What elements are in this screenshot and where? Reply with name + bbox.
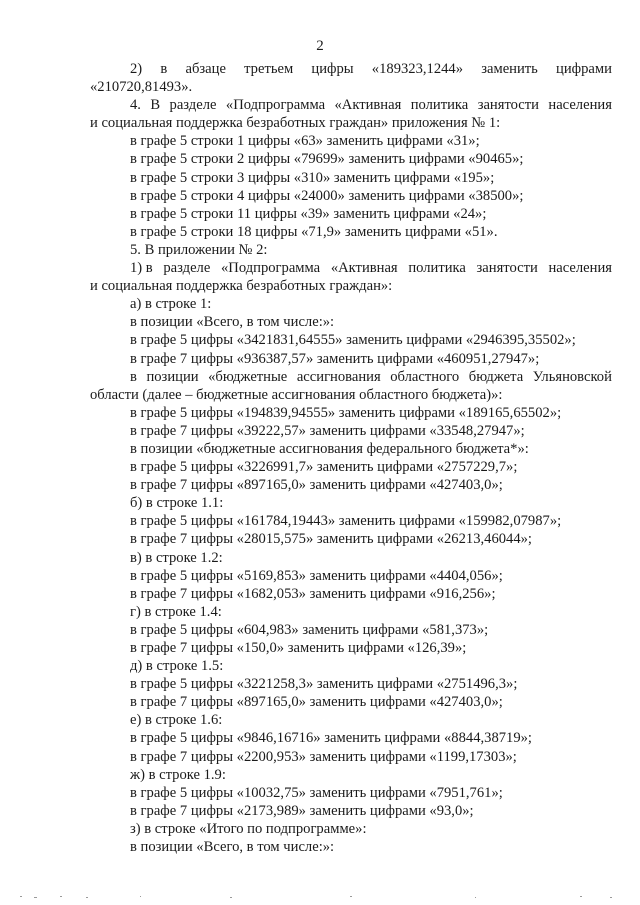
scan-edge-specks xyxy=(20,895,620,899)
position-heading: в позиции «бюджетные ассигнования федерального бюджета*»: xyxy=(130,440,529,457)
list-item: в графе 7 цифры «897165,0» заменить цифрами «427403,0»; xyxy=(130,694,503,711)
item-z-heading: з) в строке «Итого по подпрограмме»: xyxy=(130,820,367,837)
list-item: в графе 5 строки 4 цифры «24000» заменить цифрами «38500»; xyxy=(130,187,524,204)
list-item: в графе 5 цифры «10032,75» заменить цифрами «7951,761»; xyxy=(130,784,503,801)
list-item: в графе 5 цифры «604,983» заменить цифрами «581,373»; xyxy=(130,621,489,638)
list-item: в графе 7 цифры «1682,053» заменить цифрами «916,256»; xyxy=(130,585,496,602)
list-item: в графе 7 цифры «39222,57» заменить цифрами «33548,27947»; xyxy=(130,422,525,439)
list-item: в графе 7 цифры «28015,575» заменить цифрами «26213,46044»; xyxy=(130,531,532,548)
list-item: в графе 5 цифры «161784,19443» заменить цифрами «159982,07987»; xyxy=(130,513,562,530)
list-item: в графе 7 цифры «897165,0» заменить цифрами «427403,0»; xyxy=(130,477,503,494)
list-item: в графе 5 цифры «194839,94555» заменить цифрами «189165,65502»; xyxy=(130,404,562,421)
position-heading-regional: в позиции «бюджетные ассигнования областного бюджета Ульяновской xyxy=(130,368,612,385)
paragraph-4-line: 4. В разделе «Подпрограмма «Активная политика занятости населения xyxy=(130,97,612,114)
item-e-heading: е) в строке 1.6: xyxy=(130,712,223,729)
position-heading: в позиции «Всего, в том числе:»: xyxy=(130,314,335,331)
item-a-heading: а) в строке 1: xyxy=(130,296,212,313)
list-item: в графе 5 цифры «9846,16716» заменить цифрами «8844,38719»; xyxy=(130,730,532,747)
item-v-heading: в) в строке 1.2: xyxy=(130,549,223,566)
item-d-heading: д) в строке 1.5: xyxy=(130,658,224,675)
paragraph-5-heading: 5. В приложении № 2: xyxy=(130,241,268,258)
position-heading-continuation: области (далее – бюджетные ассигнования областного бюджета)»: xyxy=(90,386,503,403)
page-number: 2 xyxy=(316,38,324,54)
list-item: в графе 7 цифры «2200,953» заменить цифрами «1199,17303»; xyxy=(130,748,517,765)
position-heading: в позиции «Всего, в том числе:»: xyxy=(130,839,335,856)
item-b-heading: б) в строке 1.1: xyxy=(130,495,224,512)
list-item: в графе 5 строки 11 цифры «39» заменить цифрами «24»; xyxy=(130,205,487,222)
list-item: в графе 5 строки 2 цифры «79699» заменить цифрами «90465»; xyxy=(130,151,524,168)
list-item: в графе 5 строки 1 цифры «63» заменить цифрами «31»; xyxy=(130,133,480,150)
item-zh-heading: ж) в строке 1.9: xyxy=(130,766,226,783)
list-item: в графе 7 цифры «936387,57» заменить цифрами «460951,27947»; xyxy=(130,350,540,367)
list-item: в графе 5 цифры «5169,853» заменить цифрами «4404,056»; xyxy=(130,567,503,584)
subparagraph-1-continuation: и социальная поддержка безработных граждан»: xyxy=(90,278,393,295)
item-g-heading: г) в строке 1.4: xyxy=(130,603,222,620)
subparagraph-1-line: 1) в разделе «Подпрограмма «Активная политика занятости населения xyxy=(130,260,612,277)
list-item: в графе 5 цифры «3226991,7» заменить цифрами «2757229,7»; xyxy=(130,459,518,476)
list-item: в графе 5 цифры «3421831,64555» заменить цифрами «2946395,35502»; xyxy=(130,332,576,349)
list-item: в графе 7 цифры «2173,989» заменить цифрами «93,0»; xyxy=(130,802,474,819)
list-item: в графе 5 строки 18 цифры «71,9» заменить цифрами «51». xyxy=(130,223,498,240)
document-body xyxy=(90,60,612,856)
paragraph-2-abzac-continuation: «210720,81493». xyxy=(90,79,193,96)
list-item: в графе 5 цифры «3221258,3» заменить цифрами «2751496,3»; xyxy=(130,676,518,693)
list-item: в графе 5 строки 3 цифры «310» заменить цифрами «195»; xyxy=(130,169,495,186)
list-item: в графе 7 цифры «150,0» заменить цифрами «126,39»; xyxy=(130,640,467,656)
paragraph-4-continuation: и социальная поддержка безработных граждан» приложения № 1: xyxy=(90,115,501,132)
paragraph-2-abzac-line: 2) в абзаце третьем цифры «189323,1244» заменить цифрами xyxy=(130,61,612,77)
